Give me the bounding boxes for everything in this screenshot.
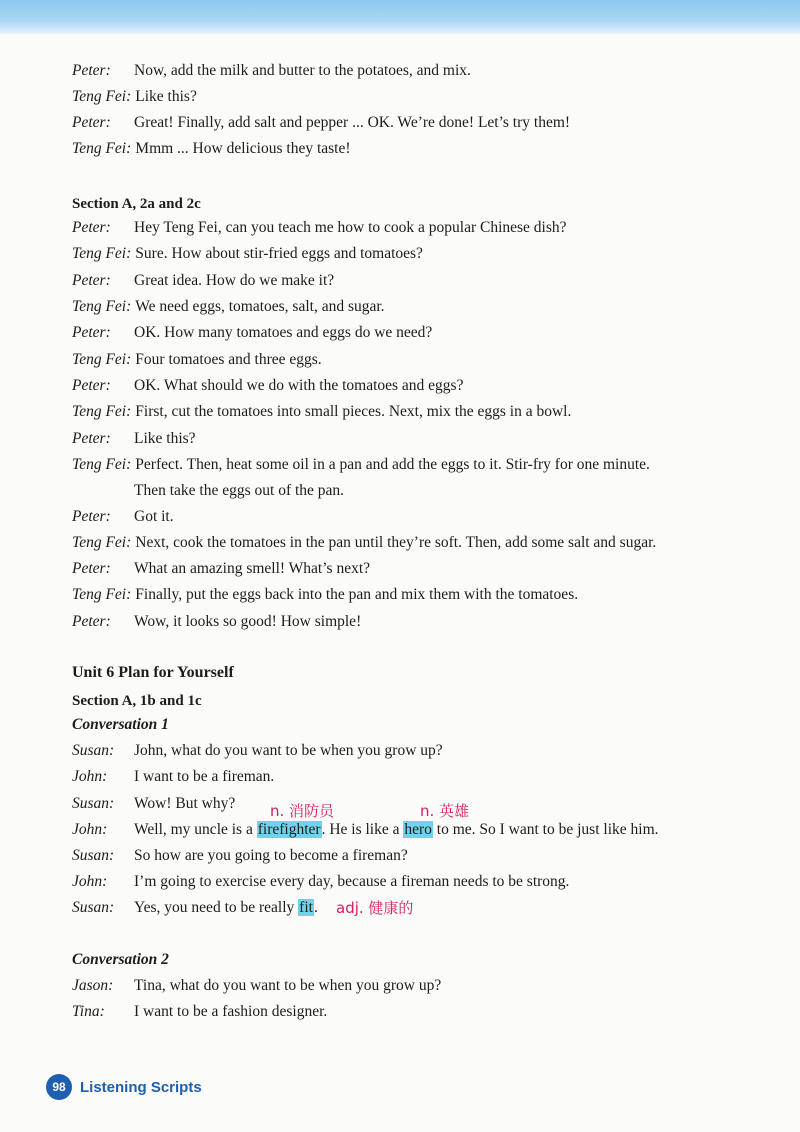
speaker-label: John: bbox=[72, 821, 108, 838]
speaker-label: Peter: bbox=[72, 272, 111, 289]
speaker-label: Peter: bbox=[72, 324, 111, 341]
line-text: So how are you going to become a fireman? bbox=[134, 847, 408, 864]
speaker-label: Peter: bbox=[72, 560, 111, 577]
line-text: Sure. How about stir-fried eggs and tomatoes? bbox=[135, 245, 423, 262]
speaker-label: John: bbox=[72, 768, 108, 785]
speaker-label: Peter: bbox=[72, 114, 111, 131]
line-text: Like this? bbox=[134, 430, 196, 447]
speaker-label: Peter: bbox=[72, 219, 111, 236]
dialogue-line bbox=[72, 533, 760, 553]
speaker-label: Peter: bbox=[72, 613, 111, 630]
speaker-label: Peter: bbox=[72, 430, 111, 447]
line-text: Four tomatoes and three eggs. bbox=[135, 351, 322, 368]
section-heading: Section A, 1b and 1c bbox=[72, 693, 202, 709]
line-text: Wow, it looks so good! How simple! bbox=[134, 613, 362, 630]
page-footer bbox=[46, 1074, 202, 1100]
line-text: Great idea. How do we make it? bbox=[134, 272, 335, 289]
dialogue-line bbox=[72, 585, 760, 605]
highlighted-word-firefighter: firefighter bbox=[257, 821, 321, 838]
dialogue-continuation: Then take the eggs out of the pan. bbox=[134, 482, 345, 499]
dialogue-line bbox=[72, 244, 760, 264]
speaker-label: Teng Fei: bbox=[72, 586, 132, 603]
speaker-label: Teng Fei: bbox=[72, 140, 132, 157]
line-text: We need eggs, tomatoes, salt, and sugar. bbox=[135, 298, 385, 315]
line-text: I want to be a fashion designer. bbox=[134, 1003, 328, 1020]
dialogue-line bbox=[72, 976, 760, 996]
dialogue-line bbox=[72, 429, 760, 449]
speaker-label: Susan: bbox=[72, 847, 115, 864]
dialogue-line bbox=[72, 741, 760, 761]
speaker-label: Peter: bbox=[72, 62, 111, 79]
dialogue-line bbox=[72, 846, 760, 866]
line-text: Finally, put the eggs back into the pan and mix them with the tomatoes. bbox=[135, 586, 579, 603]
page-number-badge: 98 bbox=[46, 1074, 72, 1100]
line-text: Wow! But why? bbox=[134, 795, 236, 812]
speaker-label: Susan: bbox=[72, 742, 115, 759]
line-text: I’m going to exercise every day, because a fireman needs to be strong. bbox=[134, 873, 570, 890]
top-banner bbox=[0, 0, 800, 34]
line-text-part: Well, my uncle is a bbox=[134, 821, 257, 838]
line-text: I want to be a fireman. bbox=[134, 768, 275, 785]
speaker-label: Susan: bbox=[72, 899, 115, 916]
speaker-label: John: bbox=[72, 873, 108, 890]
speaker-label: Teng Fei: bbox=[72, 351, 132, 368]
line-text: Tina, what do you want to be when you grow up? bbox=[134, 977, 442, 994]
speaker-label: Jason: bbox=[72, 977, 114, 994]
speaker-label: Teng Fei: bbox=[72, 456, 132, 473]
dialogue-line bbox=[72, 350, 760, 370]
dialogue-line bbox=[72, 559, 760, 579]
speaker-label: Peter: bbox=[72, 508, 111, 525]
line-text-part: to me. So I want to be just like him. bbox=[432, 821, 659, 838]
conversation-heading: Conversation 2 bbox=[72, 951, 169, 968]
speaker-label: Teng Fei: bbox=[72, 534, 132, 551]
line-text: OK. What should we do with the tomatoes and eggs? bbox=[134, 377, 464, 394]
speaker-label: Teng Fei: bbox=[72, 298, 132, 315]
dialogue-line bbox=[72, 87, 760, 107]
section-heading: Section A, 2a and 2c bbox=[72, 196, 201, 212]
dialogue-line bbox=[72, 612, 760, 632]
dialogue-line bbox=[72, 820, 760, 840]
line-text: Next, cook the tomatoes in the pan until they’re soft. Then, add some salt and sugar. bbox=[135, 534, 657, 551]
speaker-label: Tina: bbox=[72, 1003, 105, 1020]
line-text-part: . He is like a bbox=[321, 821, 404, 838]
line-text-part: Yes, you need to be really bbox=[134, 899, 299, 916]
line-text: Now, add the milk and butter to the potatoes, and mix. bbox=[134, 62, 471, 79]
dialogue-line bbox=[72, 61, 760, 81]
footer-title: Listening Scripts bbox=[80, 1078, 202, 1096]
unit-title: Unit 6 Plan for Yourself bbox=[72, 664, 234, 681]
speaker-label: Peter: bbox=[72, 377, 111, 394]
dialogue-line bbox=[72, 898, 760, 918]
dialogue-line bbox=[72, 218, 760, 238]
highlighted-word-hero: hero bbox=[404, 821, 432, 838]
dialogue-line bbox=[72, 271, 760, 291]
dialogue-line bbox=[72, 323, 760, 343]
annotation-fit: adj. 健康的 bbox=[336, 899, 414, 917]
line-text: Great! Finally, add salt and pepper ... OK. We’re done! Let’s try them! bbox=[134, 114, 571, 131]
speaker-label: Susan: bbox=[72, 795, 115, 812]
speaker-label: Teng Fei: bbox=[72, 88, 132, 105]
speaker-label: Teng Fei: bbox=[72, 245, 132, 262]
speaker-label: Teng Fei: bbox=[72, 403, 132, 420]
highlighted-word-fit: fit bbox=[299, 899, 313, 916]
line-text: What an amazing smell! What’s next? bbox=[134, 560, 371, 577]
dialogue-line bbox=[72, 402, 760, 422]
line-text: First, cut the tomatoes into small pieces. Next, mix the eggs in a bowl. bbox=[135, 403, 572, 420]
dialogue-line bbox=[72, 297, 760, 317]
dialogue-line bbox=[72, 376, 760, 396]
dialogue-line bbox=[72, 1002, 760, 1022]
line-text: Hey Teng Fei, can you teach me how to cook a popular Chinese dish? bbox=[134, 219, 567, 236]
dialogue-line bbox=[72, 794, 760, 814]
line-text: OK. How many tomatoes and eggs do we need? bbox=[134, 324, 433, 341]
dialogue-line bbox=[72, 139, 760, 159]
dialogue-line bbox=[72, 767, 760, 787]
dialogue-line bbox=[72, 872, 760, 892]
dialogue-line bbox=[72, 455, 760, 475]
dialogue-line bbox=[72, 507, 760, 527]
line-text: Got it. bbox=[134, 508, 174, 525]
line-text: Mmm ... How delicious they taste! bbox=[135, 140, 351, 157]
line-text-part: . bbox=[313, 899, 318, 916]
annotation-hero: n. 英雄 bbox=[420, 802, 470, 820]
conversation-heading: Conversation 1 bbox=[72, 716, 169, 733]
annotation-firefighter: n. 消防员 bbox=[270, 802, 335, 820]
dialogue-line bbox=[72, 113, 760, 133]
line-text: Like this? bbox=[135, 88, 197, 105]
line-text: John, what do you want to be when you grow up? bbox=[134, 742, 443, 759]
line-text: Perfect. Then, heat some oil in a pan and add the eggs to it. Stir-fry for one minute. bbox=[135, 456, 650, 473]
